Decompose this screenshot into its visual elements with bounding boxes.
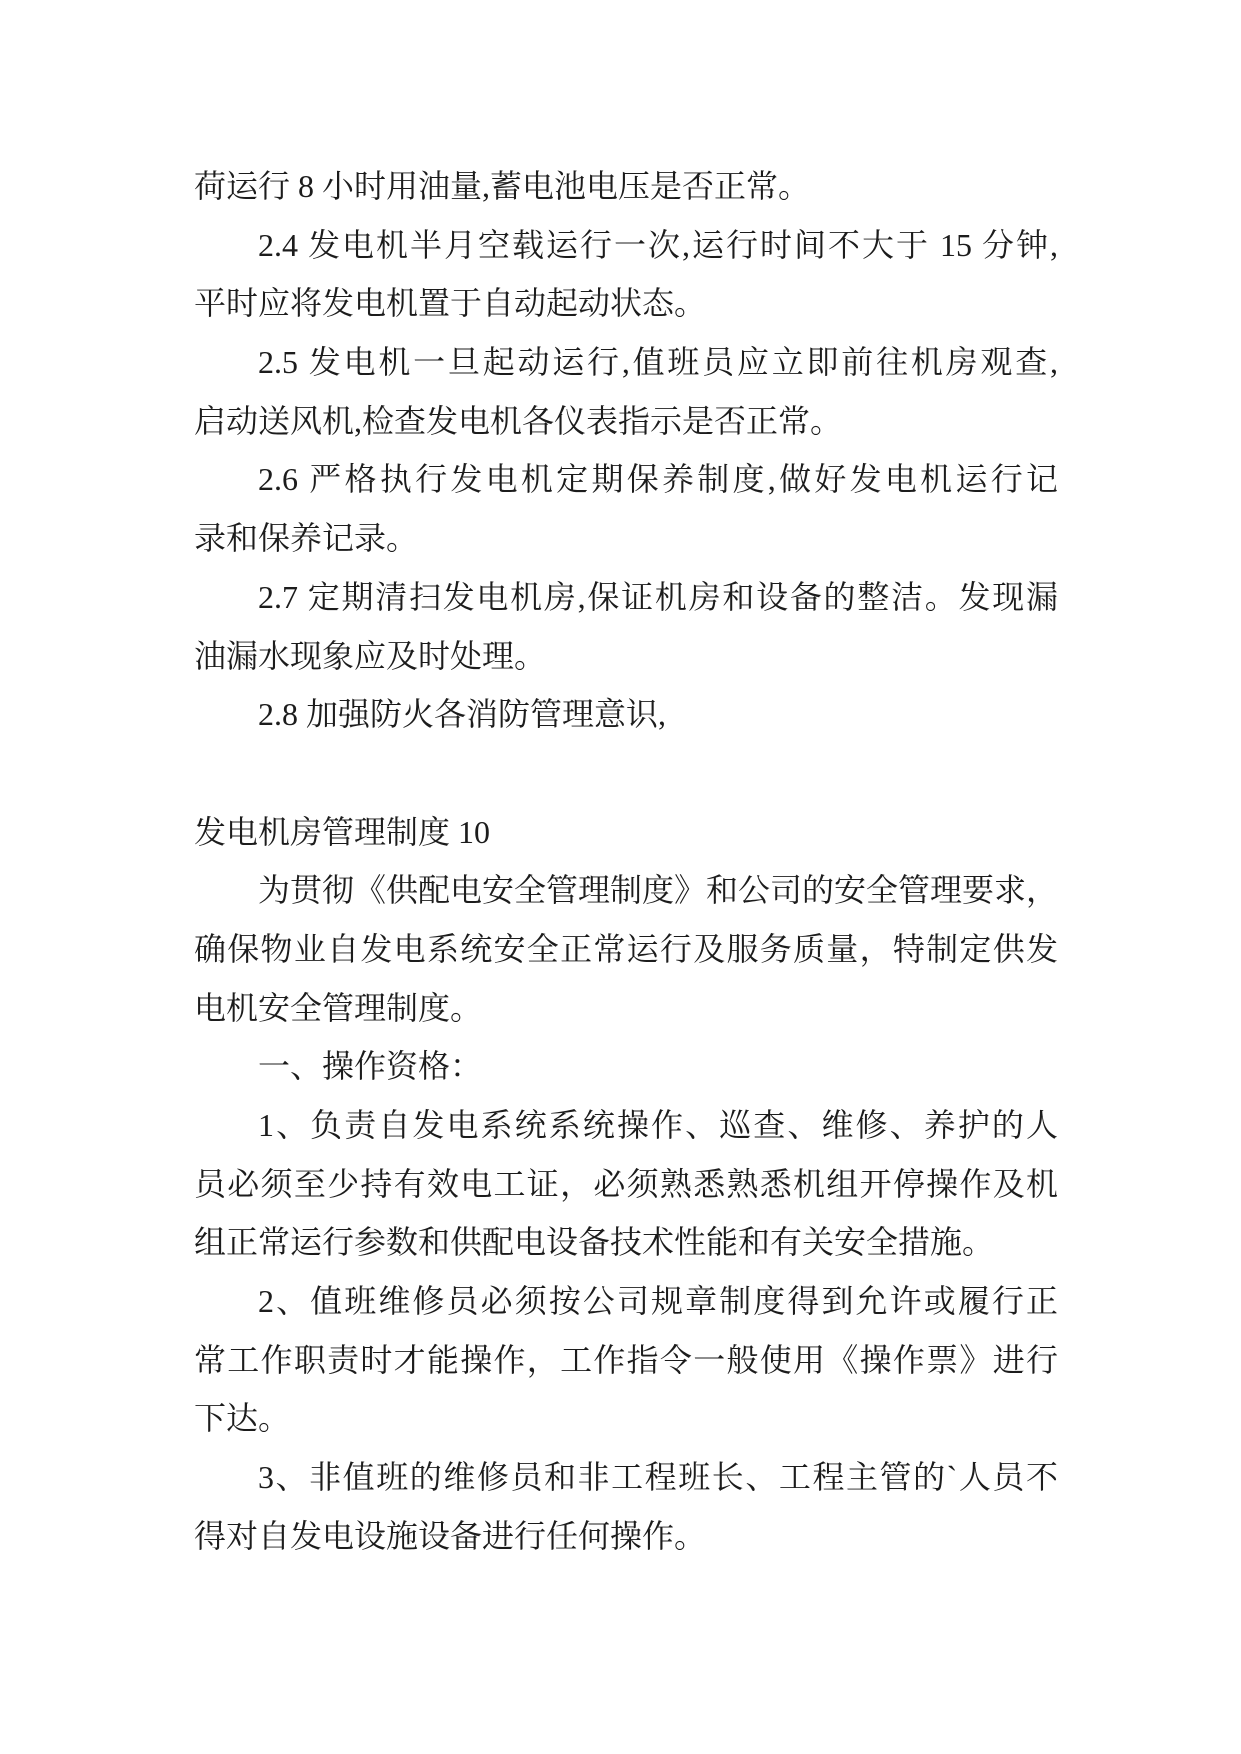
paragraph-2-4 [194, 216, 1058, 333]
text-line: 荷运行 8 小时用油量,蓄电池电压是否正常。 [194, 168, 811, 204]
text-line: 常工作职责时才能操作，工作指令一般使用《操作票》进行 [194, 1341, 1058, 1378]
text-line: 确保物业自发电系统安全正常运行及服务质量，特制定供发 [194, 930, 1058, 967]
paragraph-continuation [194, 157, 1058, 216]
text-line: 2、值班维修员必须按公司规章制度得到允许或履行正 [258, 1283, 1058, 1320]
text-line: 2.6 严格执行发电机定期保养制度,做好发电机运行记 [258, 461, 1058, 498]
text-line: 启动送风机,检查发电机各仪表指示是否正常。 [194, 402, 843, 439]
text-line: 组正常运行参数和供配电设备技术性能和有关安全措施。 [194, 1224, 995, 1261]
text-line: 员必须至少持有效电工证，必须熟悉熟悉机组开停操作及机 [194, 1165, 1058, 1202]
text-line: 2.7 定期清扫发电机房,保证机房和设备的整洁。发现漏 [258, 578, 1058, 615]
text-line: 一、操作资格： [258, 1048, 483, 1085]
blank-line [194, 744, 1058, 803]
subheading-qualification [194, 1037, 1058, 1096]
paragraph-item-1 [194, 1096, 1058, 1272]
text-line: 2.4 发电机半月空载运行一次,运行时间不大于 15 分钟, [258, 226, 1058, 263]
section-regulation-10 [194, 803, 1058, 1566]
paragraph-item-2 [194, 1272, 1058, 1448]
paragraph-2-6 [194, 450, 1058, 567]
section-heading: 发电机房管理制度 10 [194, 813, 491, 850]
text-line: 2.5 发电机一旦起动运行,值班员应立即前往机房观查, [258, 344, 1058, 381]
text-line: 为贯彻《供配电安全管理制度》和公司的安全管理要求， [258, 872, 1058, 909]
paragraph-2-8 [194, 685, 1058, 744]
paragraph-2-7 [194, 568, 1058, 685]
section-previous [194, 157, 1058, 744]
text-line: 3、非值班的维修员和非工程班长、工程主管的`人员不 [258, 1459, 1058, 1496]
paragraph-intro [194, 861, 1058, 1037]
text-line: 1、负责自发电系统系统操作、巡查、维修、养护的人 [258, 1107, 1058, 1143]
text-line: 录和保养记录。 [194, 520, 419, 557]
document-body [194, 157, 1058, 1566]
paragraph-item-3 [194, 1448, 1058, 1565]
text-line: 平时应将发电机置于自动起动状态。 [194, 285, 707, 322]
text-line: 电机安全管理制度。 [194, 989, 483, 1026]
text-line: 得对自发电设施设备进行任何操作。 [194, 1517, 707, 1554]
text-line: 下达。 [194, 1400, 291, 1437]
text-line: 2.8 加强防火各消防管理意识, [258, 696, 667, 733]
paragraph-2-5 [194, 333, 1058, 450]
text-line: 油漏水现象应及时处理。 [194, 637, 547, 674]
